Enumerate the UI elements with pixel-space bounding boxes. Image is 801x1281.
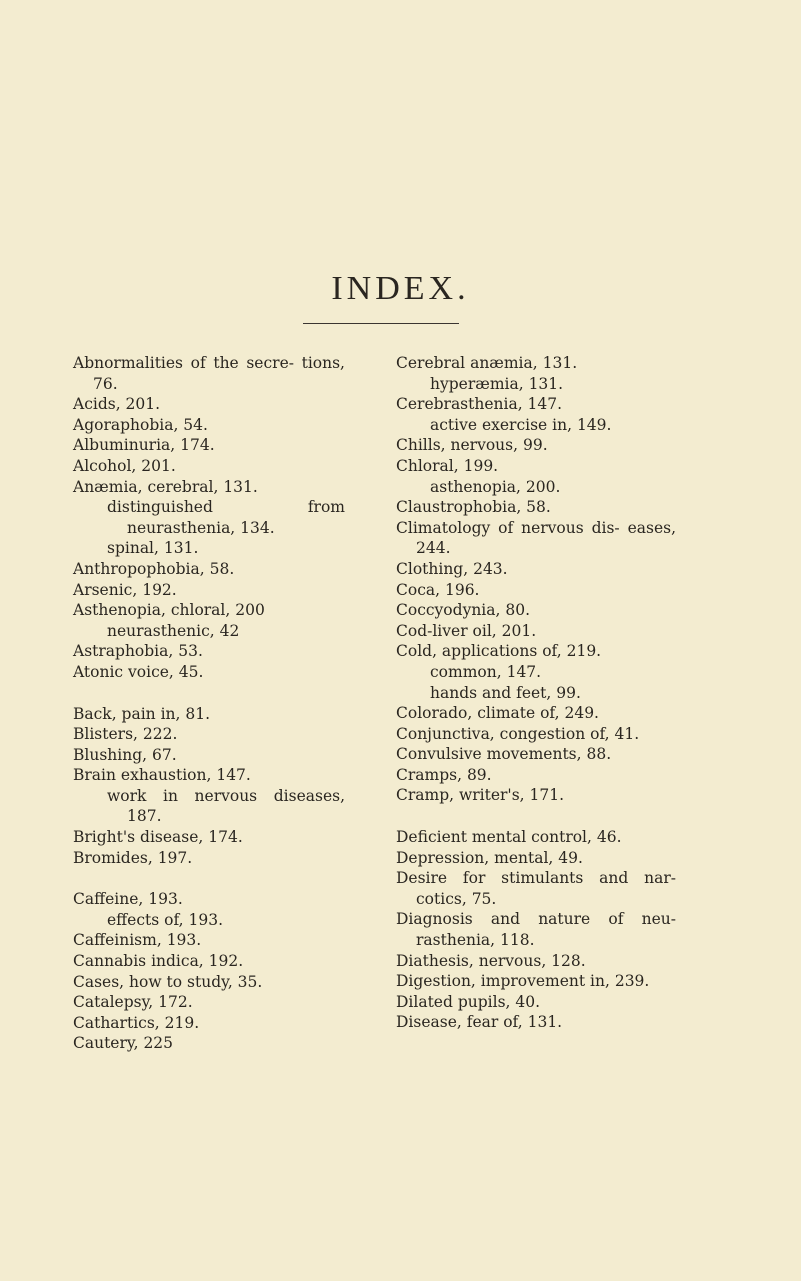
index-entry: Diathesis, nervous, 128. [396, 951, 586, 970]
index-subentry: work in nervous diseases, 187. [107, 786, 345, 826]
index-subentry: asthenopia, 200. [430, 477, 561, 496]
index-entry: Coccyodynia, 80. [396, 601, 531, 620]
index-entry: Anthropophobia, 58. [73, 559, 235, 578]
index-column-right [396, 353, 676, 1033]
index-entry: Cerebral anæmia, 131. [396, 354, 578, 372]
index-entry: Albuminuria, 174. [73, 436, 215, 455]
index-entry: Convulsive movements, 88. [396, 745, 612, 764]
index-entry: Back, pain in, 81. [73, 704, 211, 723]
index-entry: Conjunctiva, congestion of, 41. [396, 724, 640, 743]
index-subentry: hyperæmia, 131. [430, 374, 564, 393]
index-column-left [73, 353, 345, 1054]
index-entry: Arsenic, 192. [73, 580, 177, 599]
index-entry: Cases, how to study, 35. [73, 972, 263, 991]
index-entry: Chills, nervous, 99. [396, 436, 548, 455]
index-entry: Catalepsy, 172. [73, 993, 193, 1012]
index-entry: Dilated pupils, 40. [396, 992, 541, 1011]
index-entry: Depression, mental, 49. [396, 848, 583, 867]
index-entry: Desire for stimulants and nar- cotics, 75. [396, 869, 676, 908]
page-title: INDEX. [331, 270, 470, 307]
index-subentry: hands and feet, 99. [430, 683, 581, 702]
index-entry: Cramps, 89. [396, 765, 492, 784]
index-entry: Cautery, 225 [73, 1034, 174, 1053]
index-entry: Bromides, 197. [73, 848, 193, 867]
index-entry: Brain exhaustion, 147. [73, 766, 251, 785]
index-entry: Bright's disease, 174. [73, 828, 243, 847]
index-entry: Anæmia, cerebral, 131. [73, 477, 258, 496]
index-entry: Clothing, 243. [396, 559, 508, 578]
index-entry: Atonic voice, 45. [73, 662, 204, 681]
index-entry: Colorado, climate of, 249. [396, 704, 599, 723]
letter-group-gap [73, 868, 345, 889]
index-subentry: effects of, 193. [107, 910, 224, 929]
index-subentry: active exercise in, 149. [430, 415, 612, 434]
index-entry: Blushing, 67. [73, 745, 177, 764]
index-subentry: common, 147. [430, 662, 542, 681]
index-subentry: spinal, 131. [107, 539, 199, 558]
index-entry: Chloral, 199. [396, 456, 499, 475]
index-entry: Asthenopia, chloral, 200 [73, 601, 265, 620]
index-entry: Cannabis indica, 192. [73, 952, 244, 971]
index-entry: Blisters, 222. [73, 725, 178, 744]
index-entry: Diagnosis and nature of neu- rasthenia, 118. [396, 910, 676, 950]
index-entry: Astraphobia, 53. [73, 642, 203, 661]
index-entry: Cold, applications of, 219. [396, 642, 602, 661]
index-entry: Cerebrasthenia, 147. [396, 395, 563, 414]
index-entry: Coca, 196. [396, 580, 480, 599]
title-rule [303, 323, 459, 324]
index-entry: Deficient mental control, 46. [396, 828, 622, 847]
index-entry: Claustrophobia, 58. [396, 498, 551, 517]
index-entry: Alcohol, 201. [73, 456, 176, 475]
index-subentry: neurasthenic, 42 [107, 621, 240, 640]
index-subentry: distinguished from neurasthenia, 134. [107, 498, 345, 537]
index-entry: Cathartics, 219. [73, 1013, 200, 1032]
letter-group-gap [396, 806, 676, 827]
index-entry: Cramp, writer's, 171. [396, 786, 565, 805]
letter-group-gap [73, 683, 345, 704]
index-entry: Acids, 201. [73, 395, 161, 414]
index-entry: Caffeine, 193. [73, 890, 183, 909]
index-entry: Caffeinism, 193. [73, 931, 202, 950]
index-entry: Cod-liver oil, 201. [396, 621, 537, 640]
index-entry: Disease, fear of, 131. [396, 1013, 563, 1032]
index-entry: Digestion, improvement in, 239. [396, 972, 650, 991]
index-entry: Abnormalities of the secre- tions, 76. [73, 354, 345, 393]
index-entry: Agoraphobia, 54. [73, 415, 208, 434]
index-entry: Climatology of nervous dis- eases, 244. [396, 518, 676, 558]
